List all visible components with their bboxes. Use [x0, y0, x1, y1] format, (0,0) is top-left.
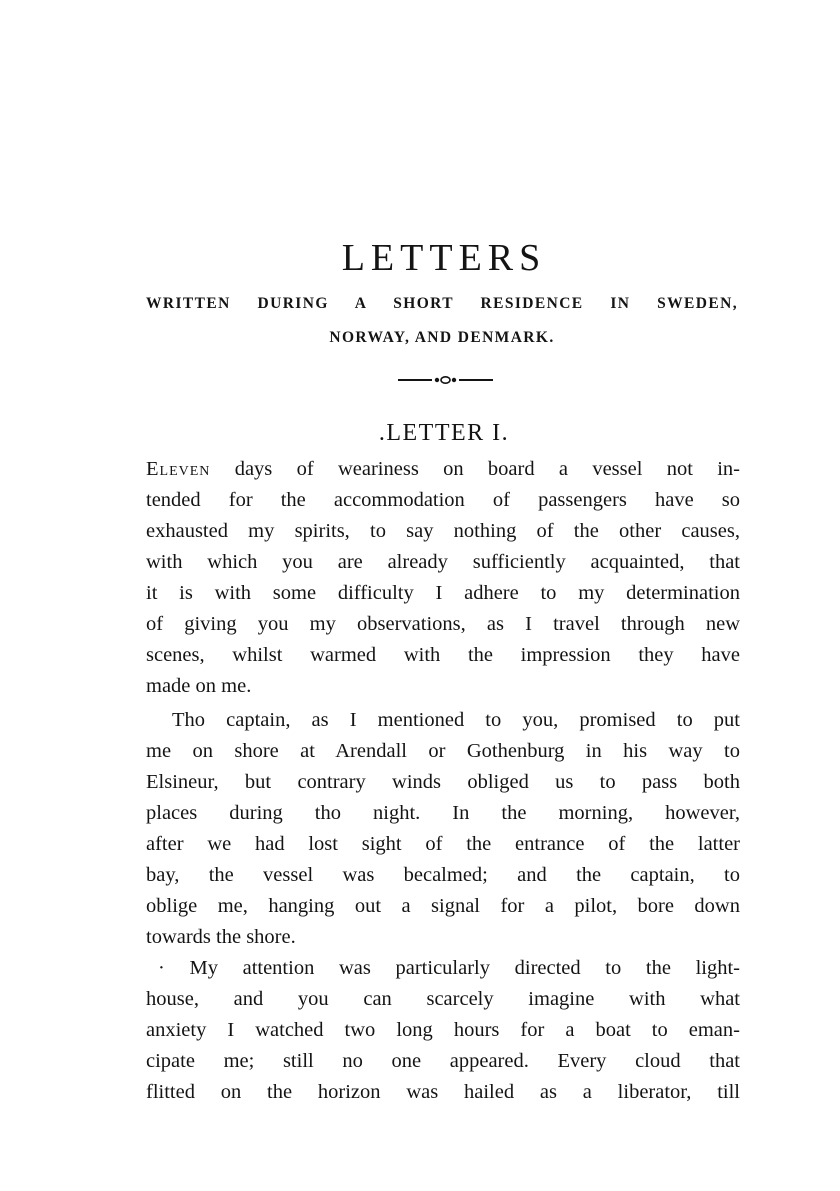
- paragraph-3: [146, 953, 740, 1108]
- text-line: · My attention was particularly directed to the light-: [158, 957, 740, 979]
- text-line: towards the shore.: [146, 926, 296, 948]
- text-line: exhausted my spirits, to say nothing of the other causes,: [146, 520, 740, 542]
- subtitle-line-2: NORWAY, AND DENMARK.: [329, 329, 555, 346]
- text-line: after we had lost sight of the entrance of the latter: [146, 833, 740, 855]
- text-line: oblige me, hanging out a signal for a pilot, bore down: [146, 895, 740, 917]
- text-line: [146, 454, 740, 485]
- subtitle-line-1: WRITTEN DURING A SHORT RESIDENCE IN SWEDEN,: [146, 295, 738, 312]
- paragraph-1: [146, 454, 740, 702]
- text-line: made on me.: [146, 675, 252, 697]
- text-line: me on shore at Arendall or Gothenburg in his way to: [146, 740, 740, 762]
- text-line: bay, the vessel was becalmed; and the captain, to: [146, 864, 740, 886]
- letter-heading: .LETTER I.: [378, 420, 510, 446]
- decorative-rule-ornament-icon: [398, 372, 493, 386]
- text-line: with which you are already sufficiently acquainted, that: [146, 551, 740, 573]
- text-line: flitted on the horizon was hailed as a liberator, till: [146, 1081, 740, 1103]
- text-line: Elsineur, but contrary winds obliged us to pass both: [146, 771, 740, 793]
- opening-word: Eleven: [146, 458, 211, 480]
- text-line: of giving you my observations, as I travel through new: [146, 613, 740, 635]
- text-line: cipate me; still no one appeared. Every cloud that: [146, 1050, 740, 1072]
- page-title: LETTERS: [341, 237, 547, 279]
- text-line: it is with some difficulty I adhere to my determination: [146, 582, 740, 604]
- text-line: tended for the accommodation of passengers have so: [146, 489, 740, 511]
- paragraph-2: [146, 705, 740, 953]
- text-line: anxiety I watched two long hours for a boat to eman-: [146, 1019, 740, 1041]
- text-line: house, and you can scarcely imagine with what: [146, 988, 740, 1010]
- text-line: scenes, whilst warmed with the impression they have: [146, 644, 740, 666]
- line-text: days of weariness on board a vessel not in-: [210, 458, 740, 480]
- text-line: Tho captain, as I mentioned to you, promised to put: [172, 709, 740, 731]
- text-line: places during tho night. In the morning, however,: [146, 802, 740, 824]
